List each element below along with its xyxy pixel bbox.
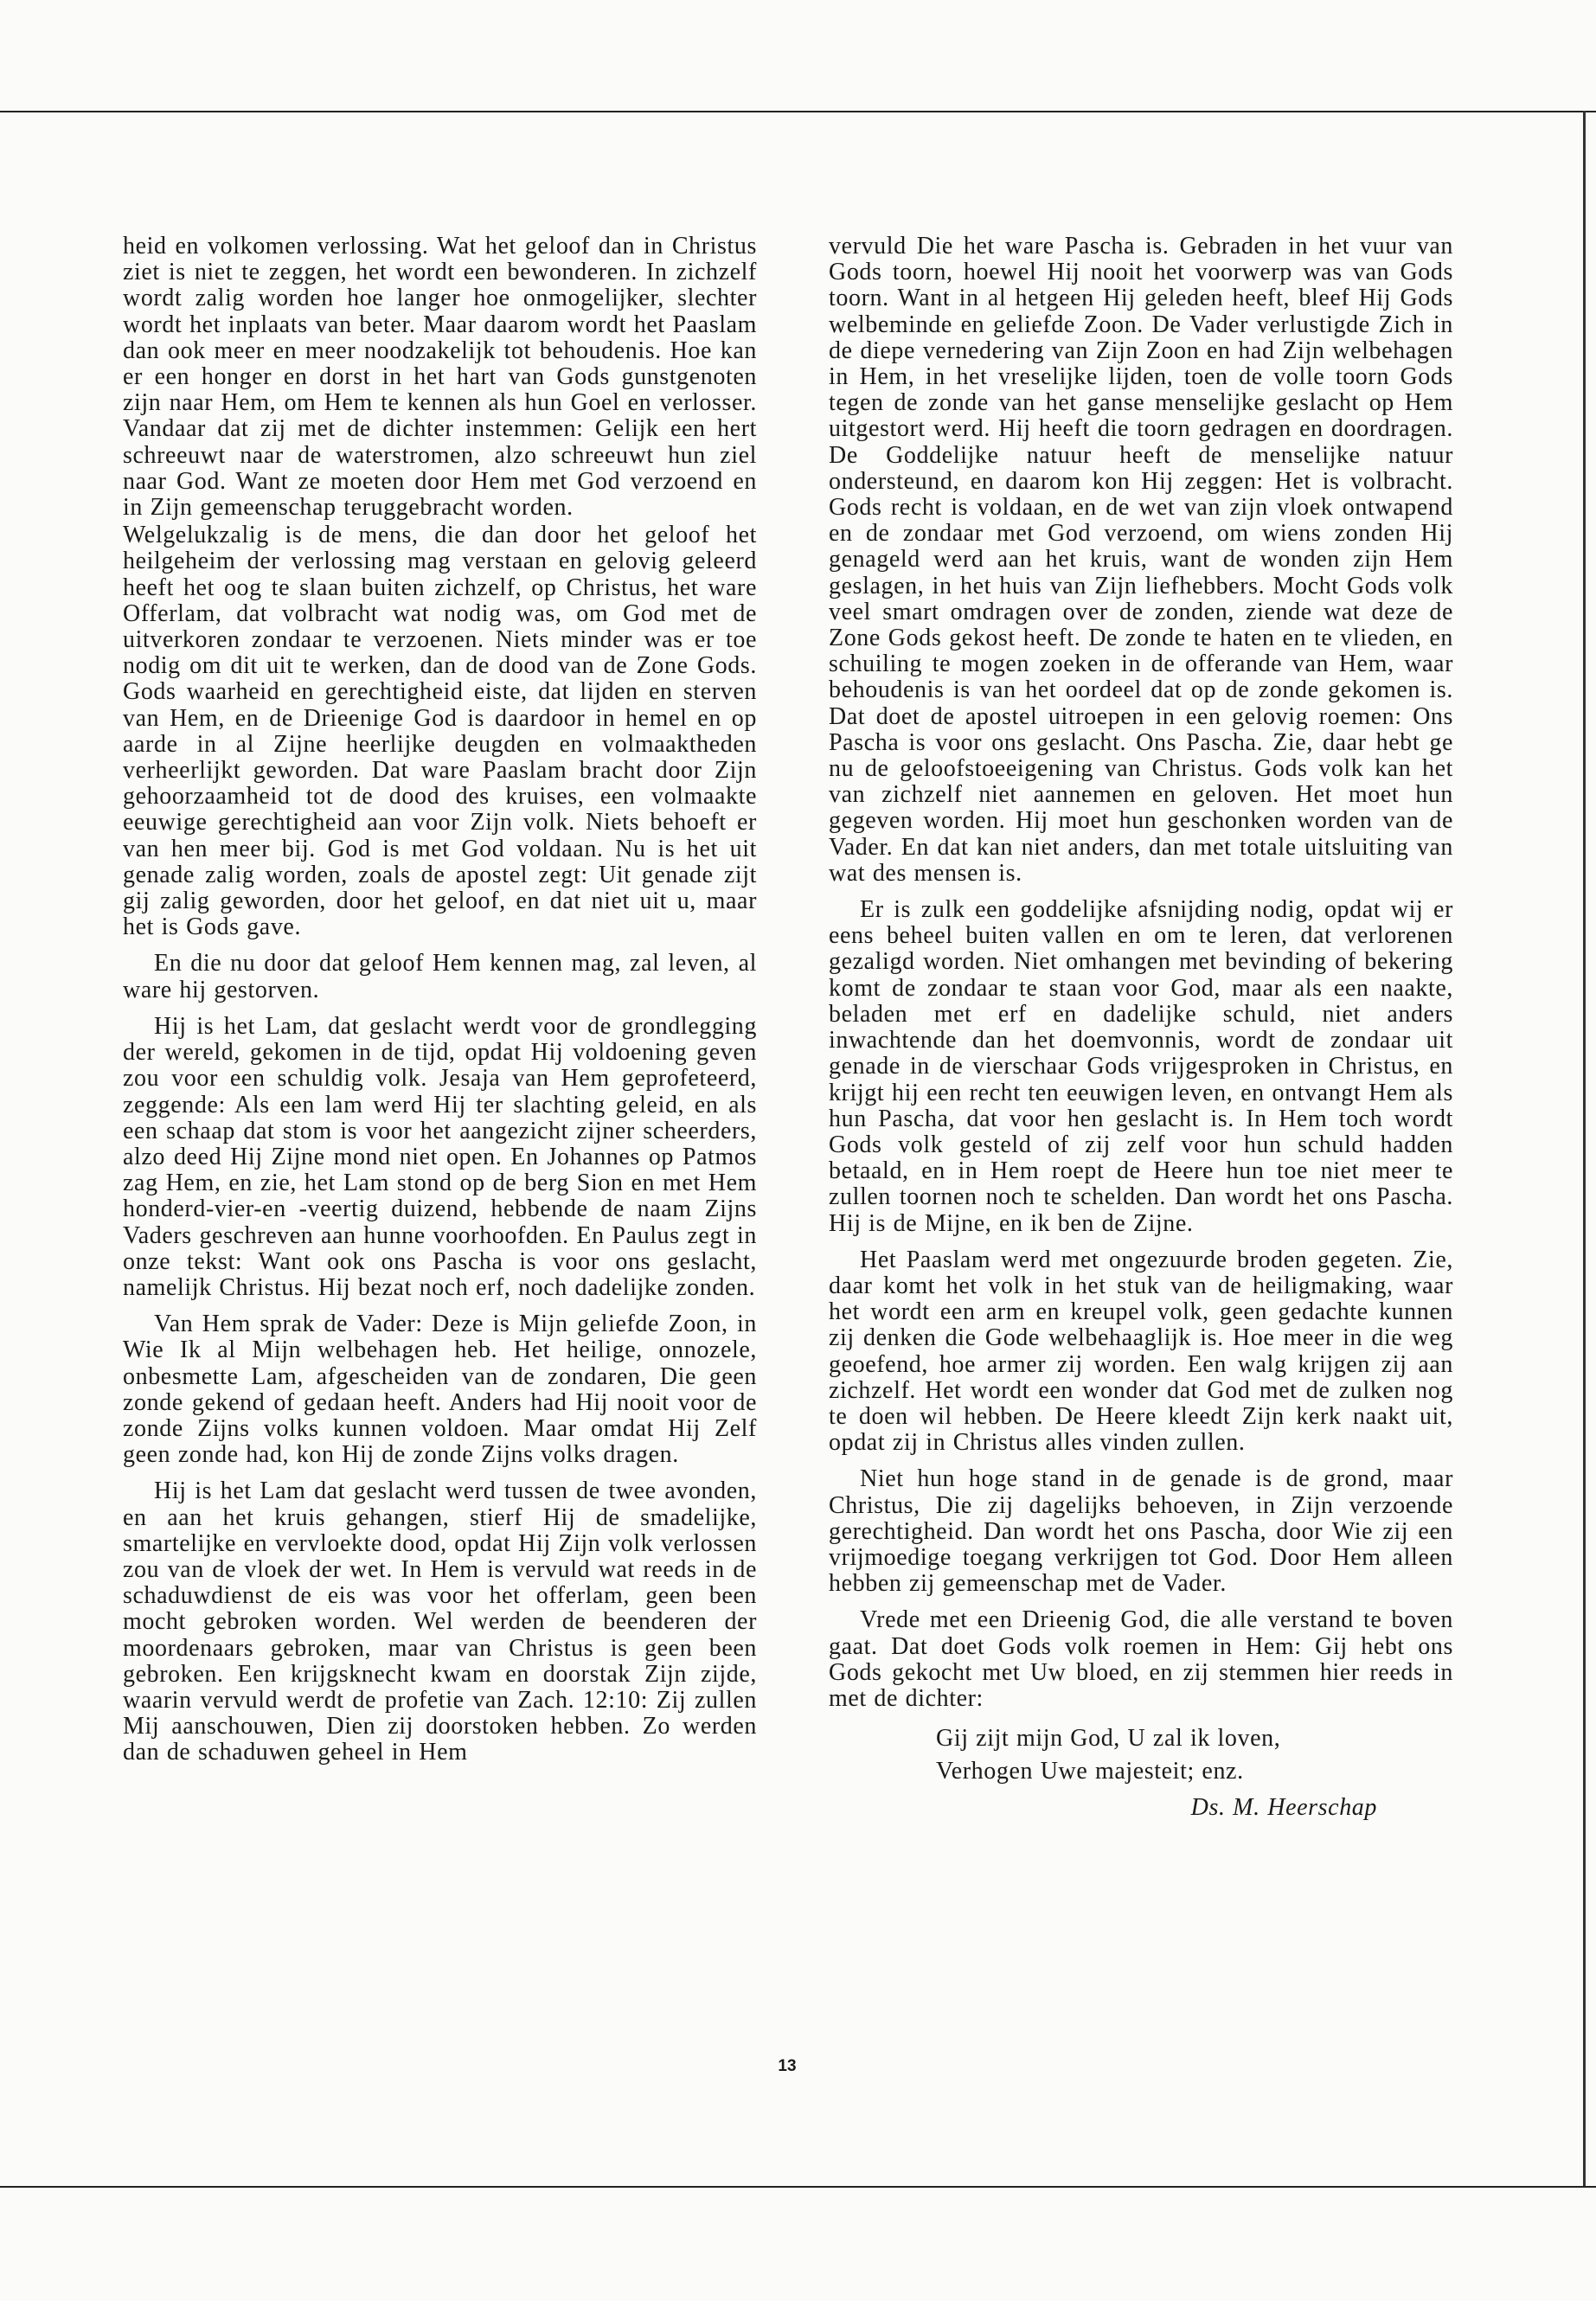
paragraph: Niet hun hoge stand in de genade is de grond, maar Christus, Die zij dagelijks behoeven, in Zijn verzoende gerechtigheid. Dan wordt het ons Pascha, door Wie zij een vrijmoedige toegang verkrijgen tot God. Door Hem alleen hebben zij gemeenschap met de Vader. bbox=[829, 1465, 1453, 1598]
left-column bbox=[123, 234, 757, 1777]
bottom-rule bbox=[0, 2186, 1596, 2188]
author-signature: Ds. M. Heerschap bbox=[1190, 1794, 1377, 1822]
paragraph: vervuld Die het ware Pascha is. Gebraden in het vuur van Gods toorn, hoewel Hij nooit het voorwerp was van Gods toorn. Want in al hetgeen Hij geleden heeft, bleef Hij Gods welbeminde en geliefde Zoon. De Vader verlustigde Zich in de diepe vernedering van Zijn Zoon en had Zijn welbehagen in Hem, in het vreselijke lijden, toen de volle toorn Gods tegen de zonde van het ganse menselijke geslacht op Hem uitgestort werd. Hij heeft die toorn gedragen en doordragen. De Goddelijke natuur heeft de menselijke natuur ondersteund, en daarom kon Hij zeggen: Het is volbracht. Gods recht is voldaan, en de wet van zijn vloek ontwapend en de zondaar met God verzoend, om wiens zonden Hij genageld werd aan het kruis, want de wonden zijn Hem geslagen, in het huis van Zijn liefhebbers. Mocht Gods volk veel smart omdragen over de zonden, ziende wat deze de Zone Gods gekost heeft. De zonde te haten en te vlieden, en schuiling te mogen zoeken in de offerande van Hem, waar behoudenis is van het oordeel dat op de zonde gekomen is. Dat doet de apostel uitroepen in een gelovig roemen: Ons Pascha is voor ons geslacht. Ons Pascha. Zie, daar hebt ge nu de geloofstoeeigening van Christus. Gods volk kan het van zichzelf niet aannemen en geloven. Het moet hun gegeven worden. Hij moet hun geschonken worden van de Vader. En dat kan niet anders, dan met totale uitsluiting van wat des mensen is. bbox=[829, 233, 1453, 887]
paragraph: En die nu door dat geloof Hem kennen mag, zal leven, al ware hij gestorven. bbox=[123, 950, 757, 1003]
poem-line: Gij zijt mijn God, U zal ik loven, bbox=[936, 1725, 1281, 1753]
paragraph: heid en volkomen verlossing. Wat het geloof dan in Christus ziet is niet te zeggen, het wordt een bewonderen. In zichzelf wordt zalig worden hoe langer hoe onmogelijker, slechter wordt het inplaats van beter. Maar daarom wordt het Paaslam dan ook meer en meer noodzakelijk tot behoudenis. Hoe kan er een honger en dorst in het hart van Gods gunstgenoten zijn naar Hem, om Hem te kennen als hun Goel en verlosser. Vandaar dat zij met de dichter instemmen: Gelijk een hert schreeuwt naar de waterstromen, alzo schreeuwt hun ziel naar God. Want ze moeten door Hem met God verzoend en in Zijn gemeenschap teruggebracht worden. bbox=[123, 233, 757, 522]
right-edge bbox=[1583, 111, 1586, 2187]
page-number: 13 bbox=[778, 2057, 797, 2075]
poem-quote bbox=[936, 1722, 1453, 1788]
paragraph: Vrede met een Drieenig God, die alle verstand te boven gaat. Dat doet Gods volk roemen in Hem: Gij hebt ons Gods gekocht met Uw bloed, en zij stemmen hier reeds in met de dichter: bbox=[829, 1606, 1453, 1712]
paragraph: Het Paaslam werd met ongezuurde broden gegeten. Zie, daar komt het volk in het stuk van de heiligmaking, waar het wordt een arm en kreupel volk, geen gedachte kunnen zij denken die Gode welbehaaglijk is. Hoe meer in die weg geoefend, hoe armer zij worden. Een walg krijgen zij aan zichzelf. Het wordt een wonder dat God met de zulken nog te doen wil hebben. De Heere kleedt Zijn kerk naakt uit, opdat zij in Christus alles vinden zullen. bbox=[829, 1246, 1453, 1457]
paragraph: Er is zulk een goddelijke afsnijding nodig, opdat wij er eens beheel buiten vallen en om te leren, dat verlorenen gezaligd worden. Niet omhangen met bevinding of bekering komt de zondaar te staan voor God, maar als een naakte, beladen met erf en dadelijke schuld, niet anders inwachtende dan het doemvonnis, wordt de zondaar uit genade in de vierschaar Gods vrijgesproken in Christus, en krijgt hij een recht ten eeuwigen leven, en ontvangt Hem als hun Pascha, dat voor hen geslacht is. In Hem toch wordt Gods volk gesteld of zij zelf voor hun schuld hadden betaald, en in Hem roept de Heere hun toe niet meer te zullen toornen noch te schelden. Dan wordt het ons Pascha. Hij is de Mijne, en ik ben de Zijne. bbox=[829, 896, 1453, 1237]
paragraph: Hij is het Lam dat geslacht werd tussen de twee avonden, en aan het kruis gehangen, stierf Hij de smadelijke, smartelijke en vervloekte dood, opdat Hij Zijn volk verlossen zou van de vloek der wet. In Hem is vervuld wat reeds in de schaduwdienst de eis was voor het offerlam, geen been mocht gebroken worden. Wel werden de beenderen der moordenaars gebroken, maar van Christus is geen been gebroken. Een krijgsknecht kwam en doorstak Zijn zijde, waarin vervuld werdt de profetie van Zach. 12:10: Zij zullen Mij aanschouwen, Dien zij doorstoken hebben. Zo werden dan de schaduwen geheel in Hem bbox=[123, 1477, 757, 1766]
poem-line: Verhogen Uwe majesteit; enz. bbox=[936, 1758, 1244, 1785]
paragraph: Welgelukzalig is de mens, die dan door het geloof het heilgeheim der verlossing mag verstaan en gelovig geleerd heeft het oog te slaan buiten zichzelf, op Christus, het ware Offerlam, dat volbracht wat nodig was, om God met de uitverkoren zondaar te verzoenen. Niets minder was er toe nodig om dit uit te werken, dan de dood van de Zone Gods. Gods waarheid en gerechtigheid eiste, dat lijden en sterven van Hem, en de Drieenige God is daardoor in hemel en op aarde in al Zijne heerlijke deugden en volmaaktheden verheerlijkt geworden. Dat ware Paaslam bracht door Zijn gehoorzaamheid tot de dood des kruises, een volmaakte eeuwige gerechtigheid aan voor Zijn volk. Niets behoeft er van hen meer bij. God is met God voldaan. Nu is het uit genade zalig worden, zoals de apostel zegt: Uit genade zijt gij zalig geworden, door het geloof, en dat niet uit u, maar het is Gods gave. bbox=[123, 522, 757, 941]
paragraph: Hij is het Lam, dat geslacht werdt voor de grondlegging der wereld, gekomen in de tijd, opdat Hij voldoening geven zou voor een schuldig volk. Jesaja van Hem geprofeteerd, zeggende: Als een lam werd Hij ter slachting geleid, en als een schaap dat stom is voor het aangezicht zijner scheerders, alzo deed Hij Zijne mond niet open. En Johannes op Patmos zag Hem, en zie, het Lam stond op de berg Sion en met Hem honderd-vier-en -veertig duizend, hebbende de naam Zijns Vaders geschreven aan hunne voorhoofden. En Paulus zegt in onze tekst: Want ook ons Pascha is voor ons geslacht, namelijk Christus. Hij bezat noch erf, noch dadelijke zonden. bbox=[123, 1012, 757, 1301]
top-rule bbox=[0, 111, 1596, 112]
paragraph: Van Hem sprak de Vader: Deze is Mijn geliefde Zoon, in Wie Ik al Mijn welbehagen heb. Het heilige, onnozele, onbesmette Lam, afgescheiden van de zondaren, Die geen zonde gekend of gedaan heeft. Anders had Hij nooit voor de zonde Zijns volks kunnen voldoen. Maar omdat Hij Zelf geen zonde had, kon Hij de zonde Zijns volks dragen. bbox=[123, 1311, 757, 1469]
right-column bbox=[829, 234, 1453, 1824]
